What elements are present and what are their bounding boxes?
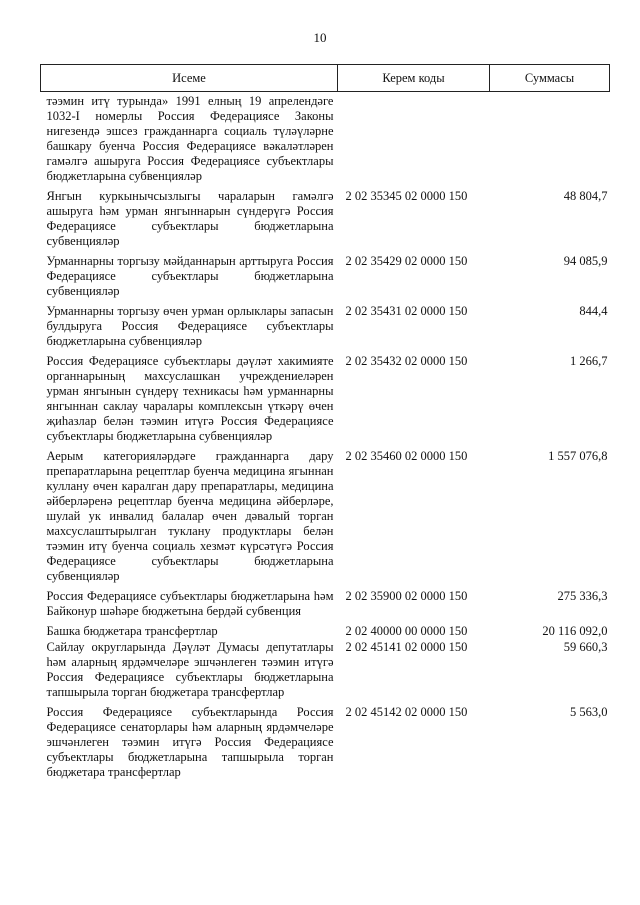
table-row [41, 589, 610, 624]
row-code: 2 02 40000 00 0000 150 [345, 624, 468, 638]
row-name: Сайлау округларында Дәүләт Думасы депутатлары һәм аларның ярдәмчеләре эшчәнлеген тәэмин итүгә Россия Федерациясе субъектлары бюджетларына тапшырыла торган бюджетара трансфертлар [46, 640, 334, 699]
row-name: Аерым категорияләрдәге гражданнарга дару препаратларына рецептлар буенча медицина ягыннан куллану өчен каралган дару препаратлары, медицина әйберләренә рецептлар буенча медицина әйберләре, шулай ук инвалид балалар өчен дәвалый торган махсуслаштырылган туклану продуктлары белән тәэмин итү буенча социаль хезмәт күрсәтүгә Россия Федерациясе субъектлары бюджетларына субвенцияләр [46, 449, 334, 583]
row-sum: 5 563,0 [570, 705, 608, 719]
row-code: 2 02 35900 02 0000 150 [345, 589, 468, 603]
row-name: Урманнарны торгызу мәйданнарын арттыруга Россия Федерациясе субъектлары бюджетларына субвенцияләр [46, 254, 334, 298]
header-sum: Суммасы [490, 65, 610, 92]
header-name: Исеме [41, 65, 338, 92]
row-code: 2 02 45141 02 0000 150 [345, 640, 468, 654]
table-row [41, 354, 610, 449]
row-code: 2 02 35429 02 0000 150 [345, 254, 468, 268]
row-sum: 275 336,3 [557, 589, 608, 603]
row-code: 2 02 35432 02 0000 150 [345, 354, 468, 368]
page-number: 10 [313, 30, 327, 45]
row-code [338, 92, 490, 190]
row-name: Россия Федерациясе субъектлары бюджетларына һәм Байконур шәһәре бюджетына бердәй субвенция [46, 589, 334, 618]
row-name: Урманнарны торгызу өчен урман орлыклары запасын булдыруга Россия Федерациясе субъектлары бюджетларына субвенцияләр [46, 304, 334, 348]
table-header-row [41, 65, 610, 92]
table-row [41, 624, 610, 640]
row-name: тәэмин итү турында» 1991 елның 19 апрелендәге 1032-I номерлы Россия Федерациясе Законы нигезендә эшсез гражданнарга социаль түләүләрне башкару буенча Россия Федерациясе вәкаләтләрен гамәлгә ашыруга Россия Федерациясе субъектлары бюджетларына субвенцияләр [46, 94, 334, 183]
table-row [41, 640, 610, 705]
row-sum [490, 92, 610, 190]
row-code: 2 02 35345 02 0000 150 [345, 189, 468, 203]
row-sum: 1 557 076,8 [548, 449, 608, 463]
table-row [41, 189, 610, 254]
row-sum: 844,4 [579, 304, 608, 318]
row-name: Башка бюджетара трансфертлар [46, 624, 218, 638]
row-name: Россия Федерациясе субъектлары дәүләт хакимияте органнарының махсуслашкан учреждениеләрен урман янгынын сүндерү техникасы һәм урманнарны янгыннан саклау чаралары комплексын үткәрү өчен җиһазлар белән тәэмин итүгә Россия Федерациясе субъектлары бюджетларына субвенцияләр [46, 354, 334, 443]
table-row [41, 92, 610, 190]
header-code: Керем коды [338, 65, 490, 92]
budget-table [40, 64, 610, 785]
row-name: Россия Федерациясе субъектларында Россия Федерациясе сенаторлары һәм аларның ярдәмчеләре эшчәнлеген тәэмин итүгә Россия Федерациясе субъектлары бюджетларына тапшырыла торган бюджетара трансфертлар [46, 705, 334, 779]
table-row [41, 705, 610, 785]
row-sum: 94 085,9 [563, 254, 608, 268]
row-code: 2 02 45142 02 0000 150 [345, 705, 468, 719]
row-sum: 20 116 092,0 [542, 624, 608, 638]
row-sum: 48 804,7 [563, 189, 608, 203]
table-row [41, 254, 610, 304]
row-name: Янгын куркынычсызлыгы чараларын гамәлгә ашыруга һәм урман янгыннарын сүндерүгә Россия Федерациясе субъектлары бюджетларына субвенцияләр [46, 189, 334, 248]
table-row [41, 449, 610, 589]
row-code: 2 02 35460 02 0000 150 [345, 449, 468, 463]
row-sum: 59 660,3 [563, 640, 608, 654]
table-row [41, 304, 610, 354]
row-sum: 1 266,7 [570, 354, 608, 368]
row-code: 2 02 35431 02 0000 150 [345, 304, 468, 318]
